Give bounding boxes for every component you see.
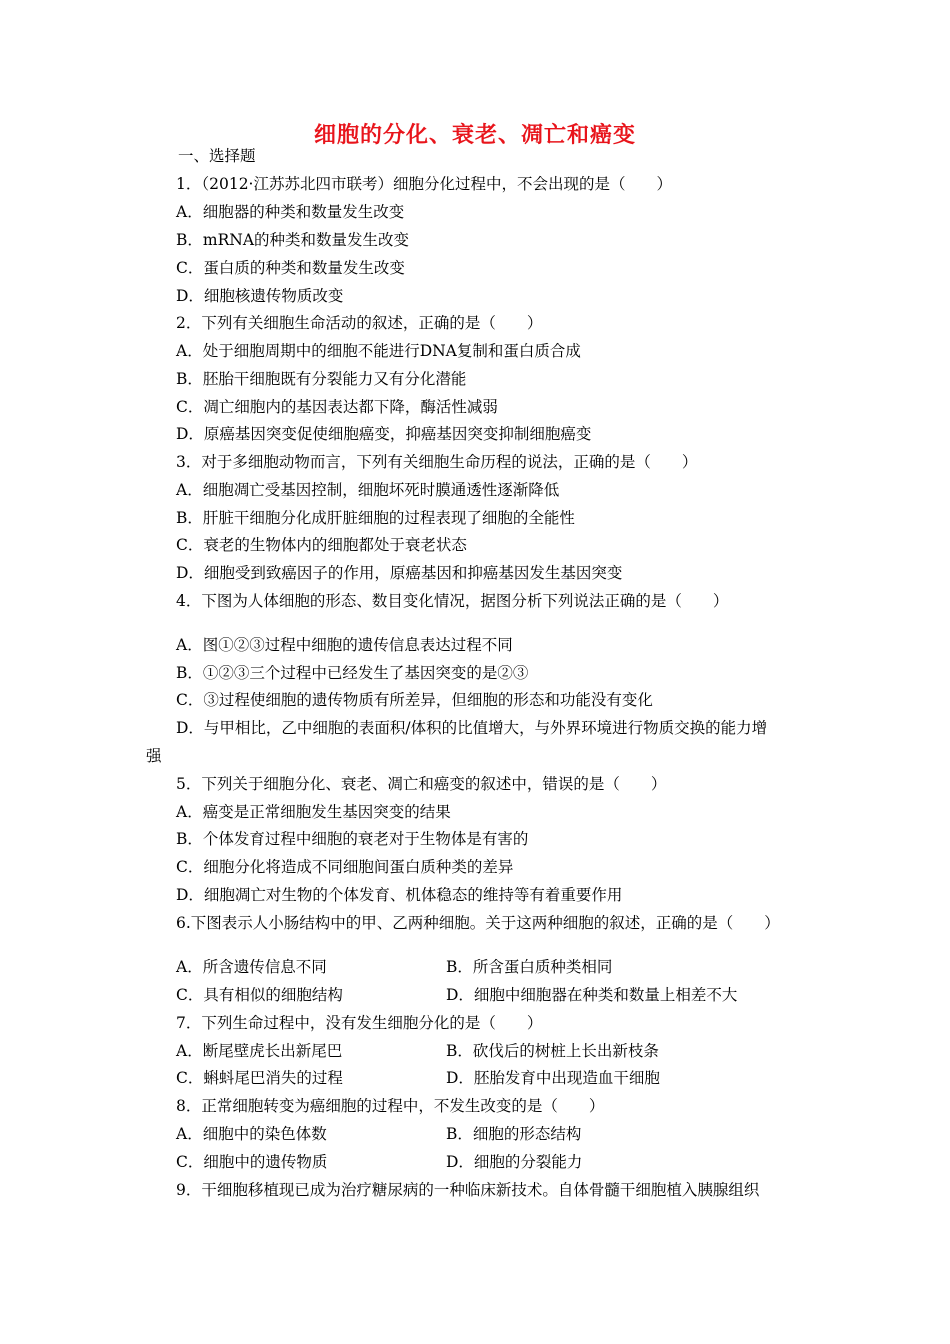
section-heading: 一、选择题 <box>178 147 256 165</box>
q5-stem: 5．下列关于细胞分化、衰老、凋亡和癌变的叙述中，错误的是（ ） <box>176 775 667 793</box>
q8-stem: 8．正常细胞转变为癌细胞的过程中，不发生改变的是（ ） <box>176 1097 605 1115</box>
q6-option-c: C．具有相似的细胞结构 <box>176 986 343 1004</box>
q4-option-a: A．图①②③过程中细胞的遗传信息表达过程不同 <box>176 636 513 654</box>
q2-option-b: B．胚胎干细胞既有分裂能力又有分化潜能 <box>176 370 467 388</box>
q2-stem: 2．下列有关细胞生命活动的叙述，正确的是（ ） <box>176 314 543 332</box>
q2-option-c: C．凋亡细胞内的基因表达都下降，酶活性减弱 <box>176 398 498 416</box>
q3-option-a: A．细胞凋亡受基因控制，细胞坏死时膜通透性逐渐降低 <box>176 481 560 499</box>
q4-stem: 4．下图为人体细胞的形态、数目变化情况，据图分析下列说法正确的是（ ） <box>176 592 729 610</box>
q6-option-b: B．所含蛋白质种类相同 <box>446 958 613 976</box>
q2-option-a: A．处于细胞周期中的细胞不能进行DNA复制和蛋白质合成 <box>176 342 581 360</box>
q2-option-d: D．原癌基因突变促使细胞癌变，抑癌基因突变抑制细胞癌变 <box>176 425 592 443</box>
q1-option-b: B．mRNA的种类和数量发生改变 <box>176 231 410 249</box>
q8-option-c: C．细胞中的遗传物质 <box>176 1153 328 1171</box>
q8-option-b: B．细胞的形态结构 <box>446 1125 582 1143</box>
q3-option-b: B．肝脏干细胞分化成肝脏细胞的过程表现了细胞的全能性 <box>176 509 575 527</box>
q1-option-d: D．细胞核遗传物质改变 <box>176 287 344 305</box>
q1-stem: 1．（2012·江苏苏北四市联考）细胞分化过程中，不会出现的是（ ） <box>176 175 672 193</box>
q3-option-c: C．衰老的生物体内的细胞都处于衰老状态 <box>176 536 467 554</box>
q3-stem: 3．对于多细胞动物而言，下列有关细胞生命历程的说法，正确的是（ ） <box>176 453 698 471</box>
q7-option-a: A．断尾壁虎长出新尾巴 <box>176 1042 343 1060</box>
q6-stem: 6.下图表示人小肠结构中的甲、乙两种细胞。关于这两种细胞的叙述，正确的是（ ） <box>176 914 780 932</box>
q7-option-d: D．胚胎发育中出现造血干细胞 <box>446 1069 660 1087</box>
q5-option-d: D．细胞凋亡对生物的个体发育、机体稳态的维持等有着重要作用 <box>176 886 623 904</box>
q4-option-d: D．与甲相比，乙中细胞的表面积/体积的比值增大，与外界环境进行物质交换的能力增 <box>176 719 768 737</box>
q9-stem: 9．干细胞移植现已成为治疗糖尿病的一种临床新技术。自体骨髓干细胞植入胰腺组织 <box>176 1181 760 1199</box>
q4-option-d-continuation: 强 <box>146 747 162 765</box>
q5-option-b: B．个体发育过程中细胞的衰老对于生物体是有害的 <box>176 830 529 848</box>
q7-stem: 7．下列生命过程中，没有发生细胞分化的是（ ） <box>176 1014 543 1032</box>
q8-option-d: D．细胞的分裂能力 <box>446 1153 583 1171</box>
q3-option-d: D．细胞受到致癌因子的作用，原癌基因和抑癌基因发生基因突变 <box>176 564 623 582</box>
q5-option-c: C．细胞分化将造成不同细胞间蛋白质种类的差异 <box>176 858 514 876</box>
q8-option-a: A．细胞中的染色体数 <box>176 1125 327 1143</box>
q4-option-b: B．①②③三个过程中已经发生了基因突变的是②③ <box>176 664 529 682</box>
q7-option-c: C．蝌蚪尾巴消失的过程 <box>176 1069 343 1087</box>
q5-option-a: A．癌变是正常细胞发生基因突变的结果 <box>176 803 451 821</box>
q6-option-d: D．细胞中细胞器在种类和数量上相差不大 <box>446 986 738 1004</box>
q1-option-c: C．蛋白质的种类和数量发生改变 <box>176 259 405 277</box>
q7-option-b: B．砍伐后的树桩上长出新枝条 <box>446 1042 659 1060</box>
page-title: 细胞的分化、衰老、凋亡和癌变 <box>313 123 636 148</box>
q6-option-a: A．所含遗传信息不同 <box>176 958 327 976</box>
q4-option-c: C．③过程使细胞的遗传物质有所差异，但细胞的形态和功能没有变化 <box>176 691 653 709</box>
q1-option-a: A．细胞器的种类和数量发生改变 <box>176 203 405 221</box>
